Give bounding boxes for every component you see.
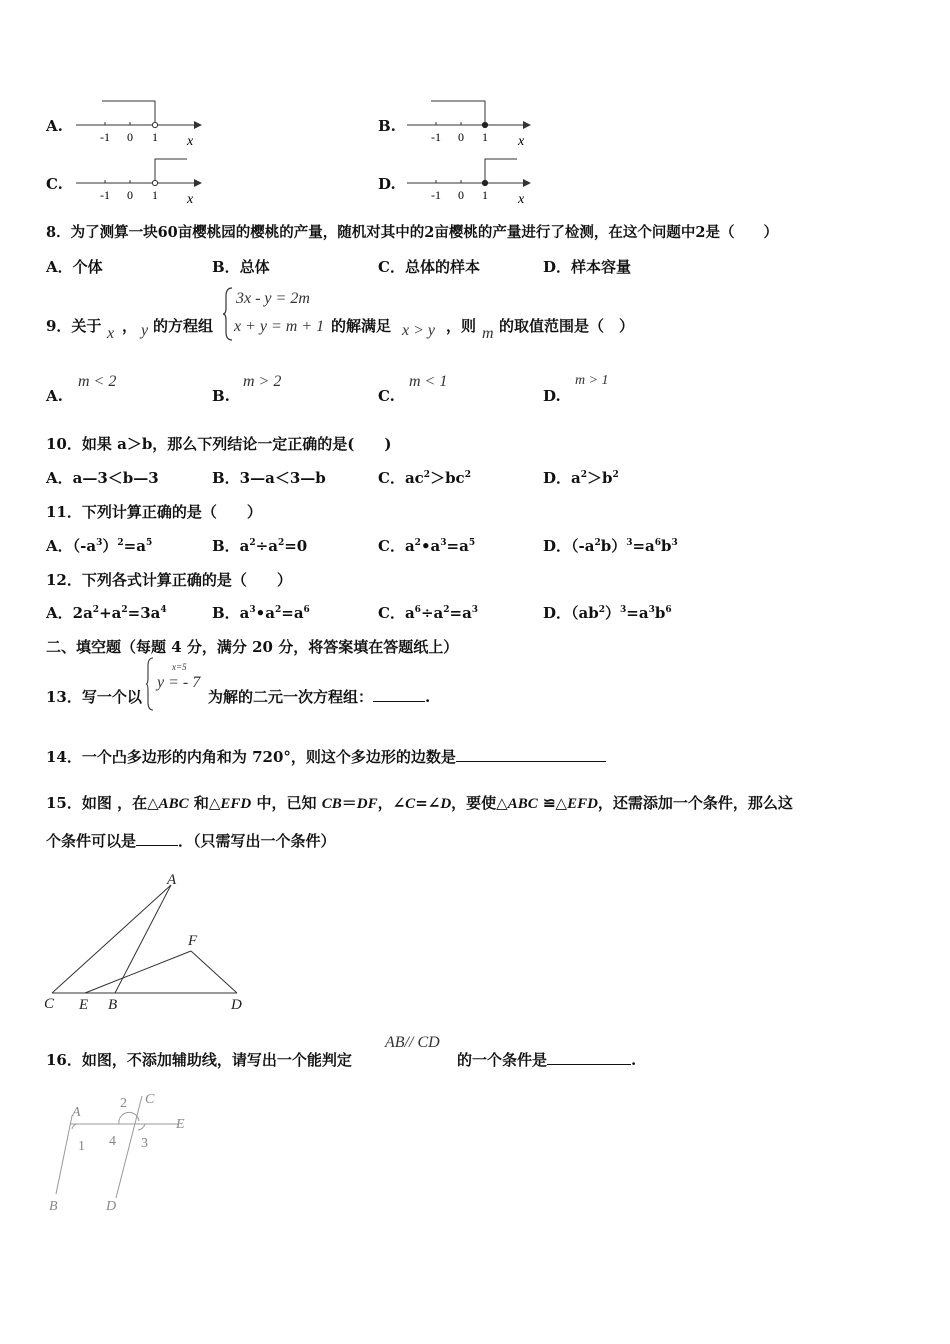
q9-brace [222,286,234,342]
point-label-e: E [176,1117,185,1132]
q13-x-value: x=5 [172,662,187,672]
tick-label: -1 [431,130,441,144]
q9-option-d-label: D. [543,387,561,405]
q9-option-c-expr: m < 1 [409,373,448,390]
tick-label: 1 [482,130,488,144]
q9-option-c-label: C. [378,387,395,405]
q8-stem: 8．为了测算一块60亩樱桃园的樱桃的产量，随机对其中的2亩樱桃的产量进行了检测，在这个问题中2是（ ） [46,224,778,241]
q9-mid2: 的解满足 [331,317,392,335]
q13-y-equation: y = - 7 [157,674,201,691]
q9-eq1: 3x - y = 2m [236,290,310,307]
tick-label: 1 [152,130,158,144]
tick-label: 1 [482,188,488,202]
point-label-a: A [72,1105,81,1120]
q7-option-d-label: D. [378,175,396,193]
tick-label: 0 [127,188,133,202]
q8-option-b: B．总体 [212,258,270,276]
q11-option-c: C．$a^2•a^3=a^5$ [378,537,476,555]
q9-option-d-expr: m > 1 [575,373,609,388]
q9-comma: ， [122,317,138,335]
q11-option-d: D．$(-a^2b)^3=a^6b^3$ [543,537,678,555]
q12-stem: 12．下列各式计算正确的是（ ） [46,571,292,589]
q9-var-x: x [107,325,115,342]
q15-line1: 15．如图 ，在△ABC 和△EFD 中，已知 CB＝DF，∠C=∠D，要使△ABC ≌△EFD，还需添加一个条件，那么这 [46,794,793,812]
point-label-d: D [106,1199,117,1214]
tick-label: 0 [458,130,464,144]
q7-option-a-label: A. [46,117,63,135]
q9-prefix: 9．关于 [46,317,102,335]
point-label-c: C [145,1092,155,1107]
q11-option-a: A．$(-a^3)^2=a^5$ [46,537,153,555]
vertex-label-f: F [188,933,198,949]
tick-label: -1 [431,188,441,202]
section-heading-fill-in: 二、填空题（每题 4 分，满分 20 分，将答案填在答题纸上） [46,638,459,656]
tick-label: 0 [458,188,464,202]
q15-line2: 个条件可以是 ．（只需写出一个条件） [46,832,336,850]
q9-var-m: m [482,325,494,342]
q16-condition: AB// CD [385,1034,440,1051]
q14: 14．一个凸多边形的内角和为 720°，则这个多边形的边数是 [46,746,606,767]
axis-label: x [187,134,194,149]
vertex-label-a: A [167,872,177,888]
q8-option-d: D．样本容量 [543,258,632,276]
q7-option-b-label: B. [378,117,396,135]
q16-suffix: 的一个条件是 . [457,1051,637,1069]
tick-label: 0 [127,130,133,144]
q13-brace [145,656,155,712]
q12-option-a: A．$2a^2+a^2=3a^4$ [46,604,167,622]
vertex-label-c: C [44,996,55,1012]
tick-label: -1 [100,130,110,144]
point-label-b: B [49,1199,58,1214]
axis-label: x [518,192,525,207]
q15-answer-blank[interactable] [136,831,178,846]
q9-option-a-label: A. [46,387,63,405]
q10-stem: 10．如果 a＞b，那么下列结论一定正确的是( ) [46,435,392,453]
q9-option-a-expr: m < 2 [78,373,117,390]
q9-mid3: ，则 [446,317,477,335]
vertex-label-b: B [108,997,118,1013]
q15-triangle-figure [40,868,255,1018]
q9-option-b-expr: m > 2 [243,373,282,390]
q16-prefix: 16．如图，不添加辅助线，请写出一个能判定 [46,1051,352,1069]
q10-option-b: B．3—a＜3—b [212,469,326,487]
q13-prefix: 13．写一个以 [46,688,142,706]
q16-answer-blank[interactable] [547,1050,631,1065]
q9-option-b-label: B. [212,387,230,405]
axis-label: x [518,134,525,149]
q10-option-a: A．a—3＜b—3 [46,469,159,487]
number-line-d [403,154,538,209]
q9-eq2: x + y = m + 1 [234,318,325,335]
angle-label-4: 4 [109,1134,116,1149]
tick-label: 1 [152,188,158,202]
q10-option-c: C．$ac^2>bc^2$ [378,469,471,487]
q11-option-b: B．$a^2\div a^2=0$ [212,537,308,555]
q9-cond: x > y [402,322,435,339]
q13-suffix: 为解的二元一次方程组： . [208,688,431,706]
q9-var-y: y [141,322,149,339]
q13-answer-blank[interactable] [373,687,425,702]
q8-option-a: A．个体 [46,258,103,276]
number-line-a [72,96,207,151]
angle-label-3: 3 [141,1136,148,1151]
vertex-label-d: D [231,997,242,1013]
angle-label-1: 1 [78,1139,85,1154]
q14-answer-blank[interactable] [456,747,606,762]
axis-label: x [187,192,194,207]
angle-label-2: 2 [120,1096,127,1111]
tick-label: -1 [100,188,110,202]
q7-option-c-label: C. [46,175,63,193]
vertex-label-e: E [79,997,89,1013]
q8-option-c: C．总体的样本 [378,258,480,276]
number-line-b [403,96,538,151]
q12-option-c: C．$a^6\div a^2=a^3$ [378,604,479,622]
q10-option-d: D．$a^2>b^2$ [543,469,619,487]
q9-suffix: 的取值范围是（ ） [499,317,635,335]
q12-option-d: D．$(ab^2)^3=a^3b^6$ [543,604,672,622]
q12-option-b: B．$a^3•a^2=a^6$ [212,604,310,622]
q16-parallel-lines-figure [44,1086,204,1216]
number-line-c [72,154,207,209]
q9-mid: 的方程组 [153,317,214,335]
q11-stem: 11．下列计算正确的是（ ） [46,503,262,521]
